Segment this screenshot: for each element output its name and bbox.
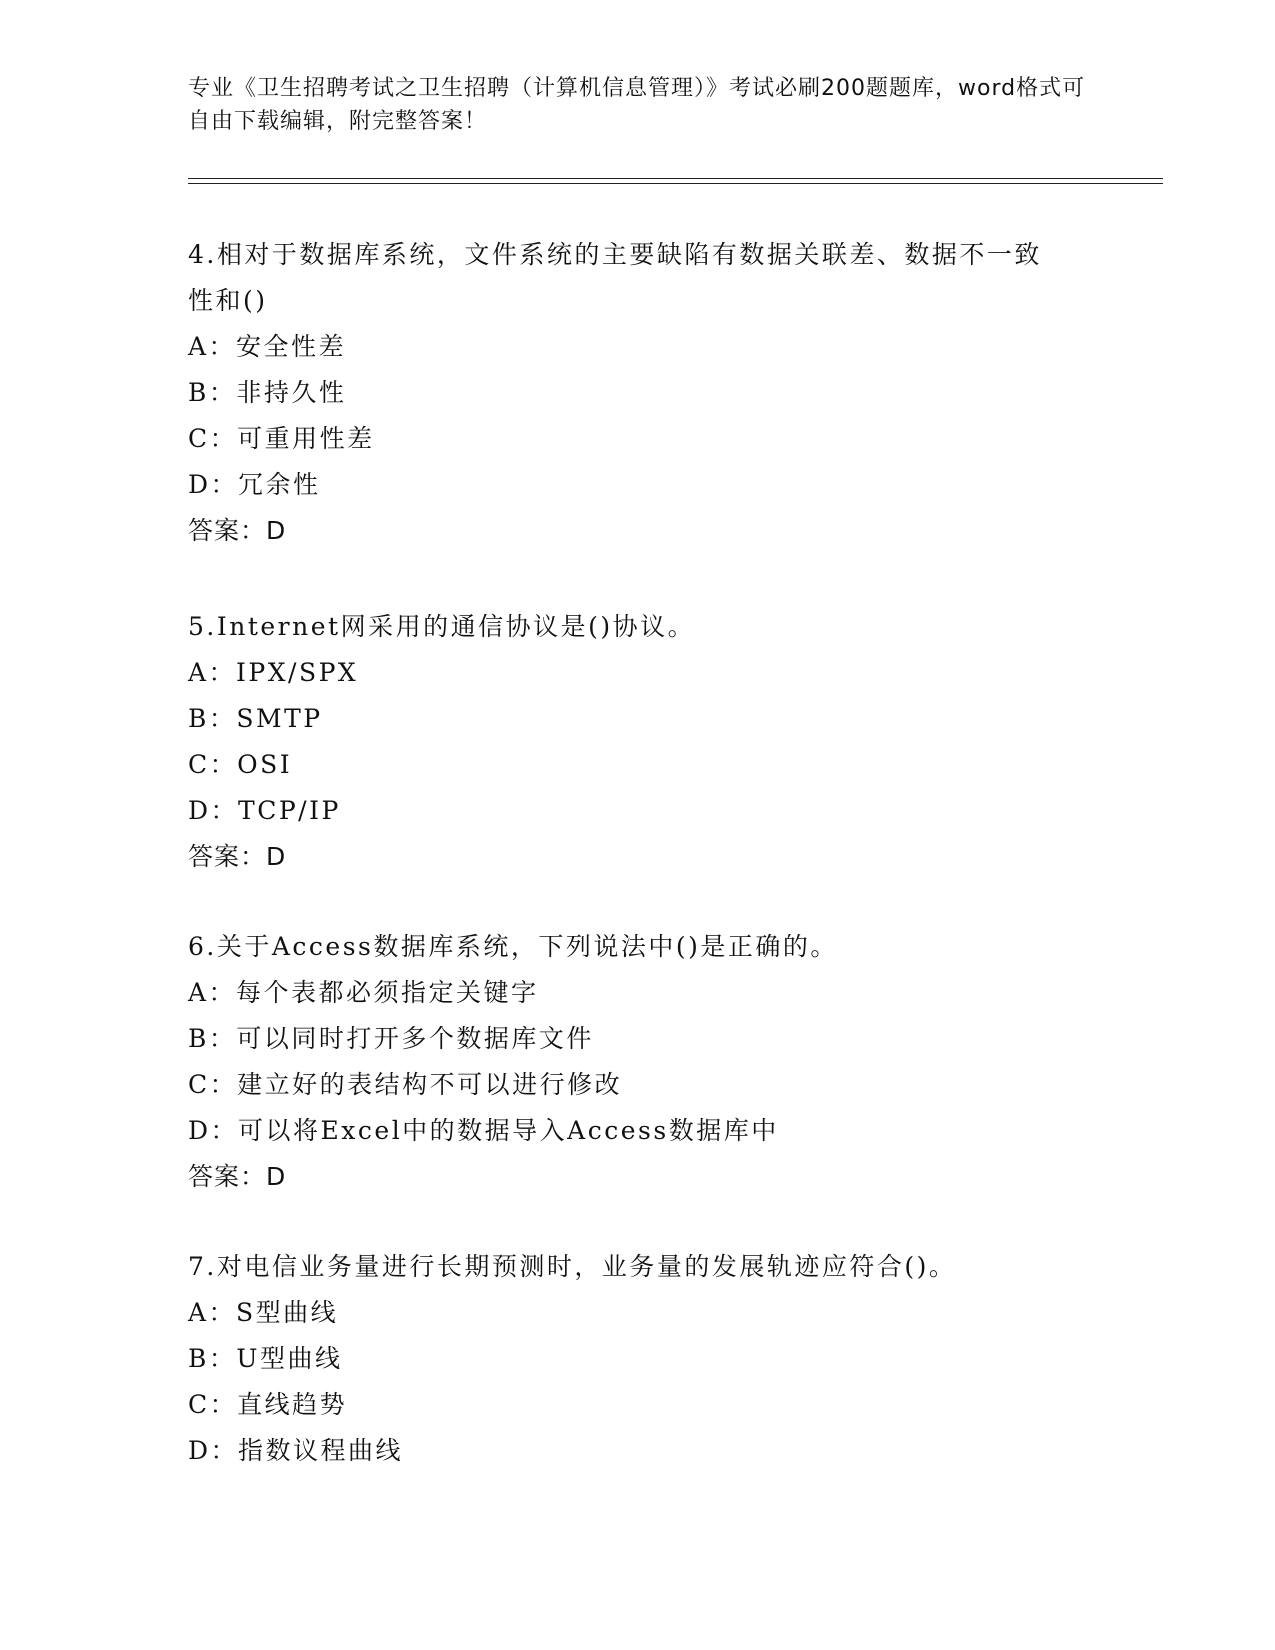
option-c: C：建立好的表结构不可以进行修改 bbox=[188, 1070, 623, 1099]
question-text: 7.对电信业务量进行长期预测时，业务量的发展轨迹应符合()。 bbox=[188, 1252, 957, 1281]
header-divider-top bbox=[188, 178, 1163, 179]
option-d: D：TCP/IP bbox=[188, 796, 341, 825]
option-a: A：IPX/SPX bbox=[188, 658, 359, 687]
question-5 bbox=[188, 604, 1088, 880]
question-text: 4.相对于数据库系统，文件系统的主要缺陷有数据关联差、数据不一致性和() bbox=[188, 240, 1042, 315]
document-header: 专业《卫生招聘考试之卫生招聘（计算机信息管理）》考试必刷200题题库，word格式可自由下载编辑，附完整答案！ bbox=[188, 76, 1086, 134]
option-a: A：安全性差 bbox=[188, 332, 347, 361]
question-4 bbox=[188, 232, 1088, 554]
option-c: C：直线趋势 bbox=[188, 1390, 348, 1419]
option-b: B：非持久性 bbox=[188, 378, 347, 407]
option-b: B：SMTP bbox=[188, 704, 323, 733]
answer-label: 答案：D bbox=[188, 842, 287, 871]
option-a: A：每个表都必须指定关键字 bbox=[188, 978, 539, 1007]
option-c: C：可重用性差 bbox=[188, 424, 375, 453]
answer-label: 答案：D bbox=[188, 516, 287, 545]
question-text: 5.Internet网采用的通信协议是()协议。 bbox=[188, 612, 696, 641]
option-b: B：U型曲线 bbox=[188, 1344, 343, 1373]
question-7 bbox=[188, 1244, 1088, 1474]
question-text: 6.关于Access数据库系统，下列说法中()是正确的。 bbox=[188, 932, 838, 961]
header-divider-bottom bbox=[188, 183, 1163, 184]
option-d: D：指数议程曲线 bbox=[188, 1436, 404, 1465]
option-d: D：可以将Excel中的数据导入Access数据库中 bbox=[188, 1116, 779, 1145]
question-6 bbox=[188, 924, 1088, 1200]
option-c: C：OSI bbox=[188, 750, 293, 779]
option-d: D：冗余性 bbox=[188, 470, 321, 499]
option-a: A：S型曲线 bbox=[188, 1298, 339, 1327]
answer-label: 答案：D bbox=[188, 1162, 287, 1191]
option-b: B：可以同时打开多个数据库文件 bbox=[188, 1024, 594, 1053]
